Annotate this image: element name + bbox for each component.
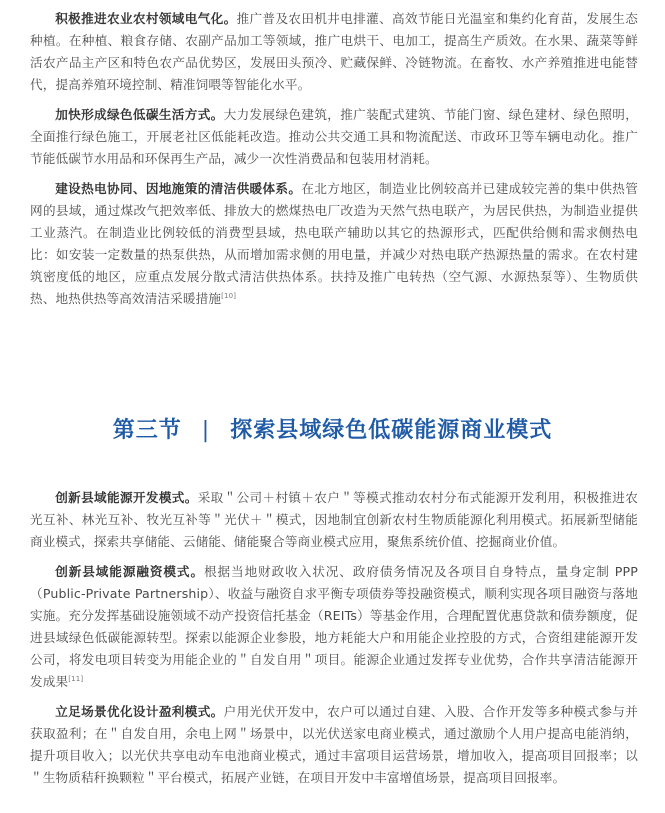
paragraph-body: 根据当地财政收入状况、政府债务情况及各项目自身特点，量身定制 PPP（Public-Private Partnership）、收益与融资自求平衡专项债券等投融资模式，顺利实现各项目融资与落地实施。充分发挥基础设施领域不动产投资信托基金（REITs）等基金作用，合理配置优惠贷款和债券额度，促进县域绿色低碳能源转型。探索以能源企业参股，地方耗能大户和用能企业控股的方式，合资组建能源开发公司，将发电项目转变为用能企业的＂自发自用＂项目。能源企业通过发挥专业优势，合作共享清洁能源开发成果	[30, 564, 638, 689]
paragraph-clean-heating	[30, 178, 638, 310]
paragraph-lead: 加快形成绿色低碳生活方式。	[55, 107, 224, 122]
paragraph-lead: 创新县域能源融资模式。	[55, 564, 204, 579]
paragraph-agri-electrification	[30, 8, 638, 96]
section-title: 探索县域绿色低碳能源商业模式	[230, 418, 553, 443]
citation-ref: [11]	[68, 674, 84, 683]
paragraph-green-lifestyle	[30, 104, 638, 170]
paragraph-lead: 建设热电协同、因地施策的清洁供暖体系。	[55, 181, 302, 196]
paragraph-body: 在北方地区，制造业比例较高并已建成较完善的集中供热管网的县域，通过煤改气把效率低、排放大的燃煤热电厂改造为天然气热电联产，为居民供热，为制造业提供工业蒸汽。在制造业比例较低的消费型县域，热电联产辅助以其它的热源形式，匹配供给侧和需求侧热电比：如安装一定数量的热泵供热，从而增加需求侧的用电量，并减少对热电联产热源热量的需求。在农村建筑密度低的地区，应重点发展分散式清洁供热体系。扶持及推广电转热（空气源、水源热泵等）、生物质供热、地热供热等高效清洁采暖措施	[30, 181, 638, 306]
paragraph-profit-model	[30, 701, 638, 789]
paragraph-lead: 创新县域能源开发模式。	[55, 490, 198, 505]
paragraph-body: 推广普及农田机井电排灌、高效节能日光温室和集约化育苗，发展生态种植。在种植、粮食存储、农副产品加工等领域，推广电烘干、电加工，提高生产质效。在水果、蔬菜等鲜活农产品主产区和特色农产品优势区，发展田头预冷、贮藏保鲜、冷链物流。在畜牧、水产养殖推进电能替代，提高养殖环境控制、精准饲喂等智能化水平。	[30, 11, 638, 92]
section-number: 第三节	[112, 418, 182, 443]
section-heading	[0, 413, 665, 444]
paragraph-development-model	[30, 487, 638, 553]
section-paragraphs-top	[30, 8, 638, 310]
citation-ref: [10]	[221, 291, 237, 300]
paragraph-financing-model	[30, 561, 638, 693]
paragraph-body: 户用光伏开发中，农户可以通过自建、入股、合作开发等多种模式参与并获取盈利；在＂自发自用，余电上网＂场景中，以光伏送家电商业模式，通过激励个人用户提高电能消纳，提升项目收入；以光伏共享电动车电池商业模式，通过丰富项目运营场景，增加收入，提高项目回报率；以＂生物质秸秆换颗粒＂平台模式，拓展产业链，在项目开发中丰富增值场景，提高项目回报率。	[30, 704, 638, 785]
paragraph-lead: 立足场景优化设计盈利模式。	[55, 704, 224, 719]
section-paragraphs-bottom	[30, 487, 638, 789]
paragraph-lead: 积极推进农业农村领域电气化。	[55, 11, 237, 26]
heading-separator: |	[201, 418, 211, 443]
paragraph-body: 采取＂公司＋村镇＋农户＂等模式推动农村分布式能源开发利用，积极推进农光互补、林光互补、牧光互补等＂光伏＋＂模式，因地制宜创新农村生物质能源化利用模式。拓展新型储能商业模式，探索共享储能、云储能、储能聚合等商业模式应用，聚焦系统价值、挖掘商业价值。	[30, 490, 638, 549]
paragraph-body: 大力发展绿色建筑，推广装配式建筑、节能门窗、绿色建材、绿色照明，全面推行绿色施工，开展老社区低能耗改造。推动公共交通工具和物流配送、市政环卫等车辆电动化。推广节能低碳节水用品和环保再生产品，减少一次性消费品和包装用材消耗。	[30, 107, 638, 166]
